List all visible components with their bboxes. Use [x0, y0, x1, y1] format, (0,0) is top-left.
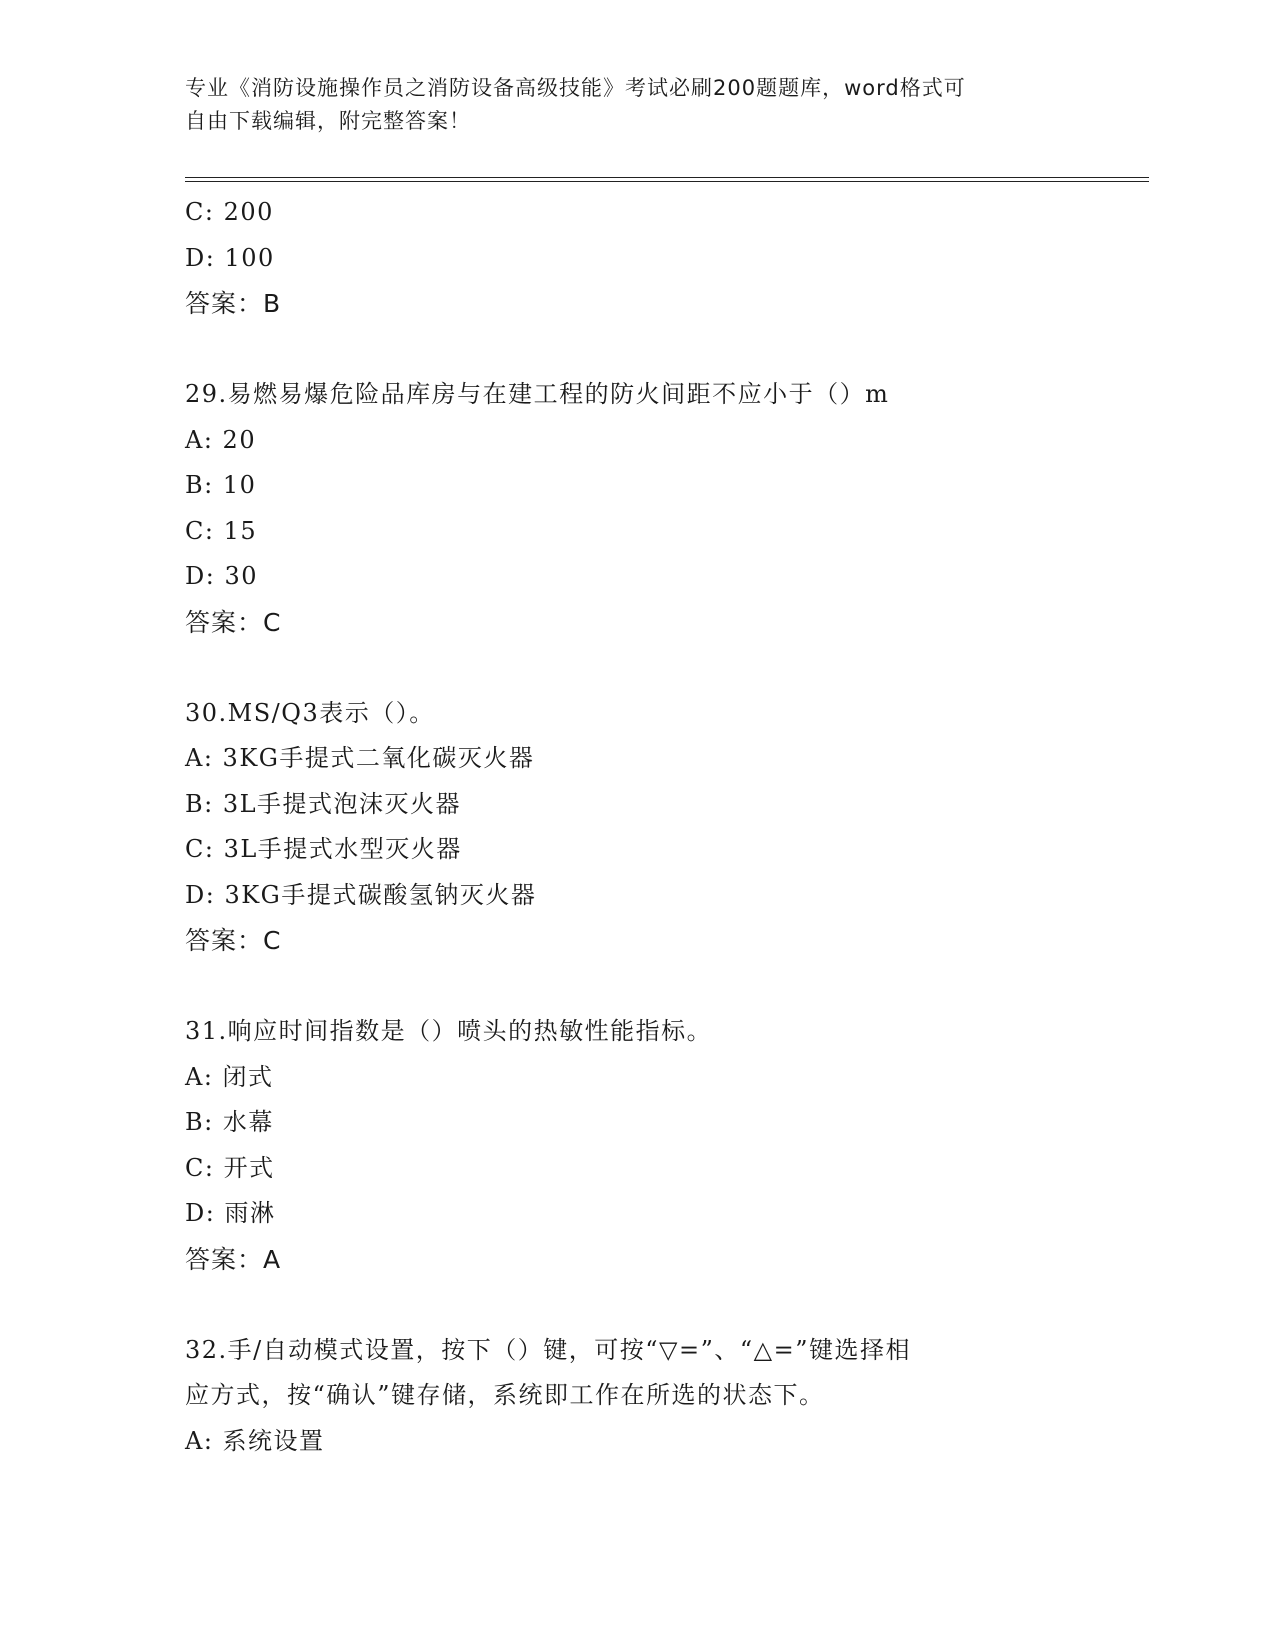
option-a: A: 20 — [185, 425, 257, 454]
spacer — [185, 1282, 1149, 1328]
question-text-line-2: 应方式，按“确认”键存储，系统即工作在所选的状态下。 — [185, 1381, 825, 1409]
option-d: D: 雨淋 — [185, 1199, 276, 1227]
option-b: B: 3L手提式泡沫灭火器 — [185, 789, 462, 818]
option-d: D: 3KG手提式碳酸氢钠灭火器 — [185, 880, 537, 909]
option-a: A: 3KG手提式二氧化碳灭火器 — [185, 744, 535, 772]
question-block-29 — [185, 372, 1149, 645]
question-block-30 — [185, 691, 1149, 964]
answer-label: 答案：C — [185, 926, 282, 955]
header-line-2: 自由下载编辑，附完整答案！ — [185, 109, 471, 133]
question-text: 30.MS/Q3表示（）。 — [185, 698, 435, 727]
question-block-32 — [185, 1328, 1149, 1465]
option-a: A: 闭式 — [185, 1062, 274, 1091]
question-list — [185, 190, 1149, 1464]
option-c: C: 200 — [185, 198, 274, 226]
option-a: A: 系统设置 — [185, 1426, 325, 1455]
spacer — [185, 964, 1149, 1010]
spacer — [185, 327, 1149, 373]
option-b: B: 水幕 — [185, 1108, 274, 1136]
option-c: C: 15 — [185, 516, 258, 545]
question-block-prev — [185, 190, 1149, 327]
page-header — [185, 72, 1065, 138]
question-block-31 — [185, 1009, 1149, 1282]
answer-label: 答案：C — [185, 607, 282, 637]
question-text-line-1: 32.手/自动模式设置，按下（）键，可按“▽=”、“△=”键选择相 — [185, 1335, 911, 1364]
option-b: B: 10 — [185, 471, 257, 499]
option-d: D: 30 — [185, 562, 258, 590]
question-text: 31.响应时间指数是（）喷头的热敏性能指标。 — [185, 1017, 713, 1045]
option-d: D: 100 — [185, 243, 275, 272]
question-text: 29.易燃易爆危险品库房与在建工程的防火间距不应小于（）m — [185, 380, 890, 408]
answer-label: 答案：B — [185, 289, 282, 318]
header-line-1: 专业《消防设施操作员之消防设备高级技能》考试必刷200题题库，word格式可 — [185, 76, 966, 100]
option-c: C: 3L手提式水型灭火器 — [185, 835, 462, 863]
spacer — [185, 645, 1149, 691]
header-divider — [185, 177, 1149, 182]
option-c: C: 开式 — [185, 1153, 275, 1182]
answer-label: 答案：A — [185, 1244, 282, 1274]
